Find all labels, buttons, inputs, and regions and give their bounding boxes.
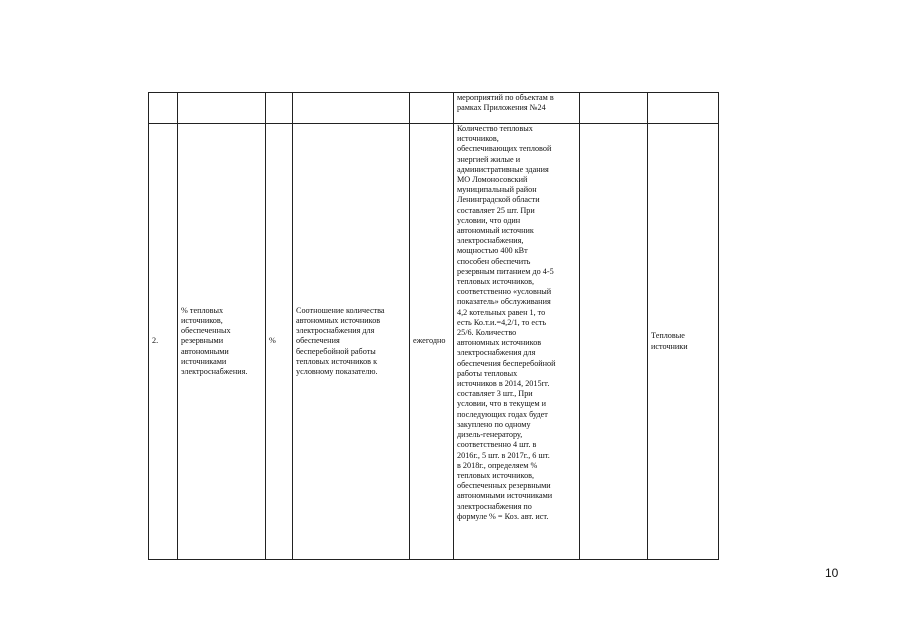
cell-empty bbox=[580, 93, 648, 124]
indicators-table bbox=[148, 92, 719, 560]
cell-unit bbox=[266, 93, 293, 124]
cell-indicator: % тепловых источников, обеспеченных резервными автономными источниками электроснабжения. bbox=[178, 124, 266, 560]
cell-empty bbox=[580, 124, 648, 560]
cell-description: Количество тепловых источников, обеспечивающих тепловой энергией жилые и административные здания МО Ломоносовский муниципальный район Ленинградской области составляет 25 шт. При условии, что один автономный источник электроснабжения, мощностью 400 кВт способен обеспечить резервным питанием до 4-5 тепловых источников, соответственно «условный показатель» обслуживания 4,2 котельных равен 1, то есть Ко.т.и.=4,2/1, то есть 25/6. Количество автономных источников электроснабжения для обеспечения бесперебойной работы тепловых источников в 2014, 2015гг. составляет 3 шт., При условии, что в текущем и последующих годах будет закуплено по одному дизель-генератору, соответственно 4 шт. в 2016г., 5 шт. в 2017г., 6 шт. в 2018г., определяем % тепловых источников, обеспеченных резервными автономными источниками электроснабжения по формуле % = Коз. авт. ист. bbox=[454, 124, 580, 560]
cell-frequency: ежегодно bbox=[410, 124, 454, 560]
cell-unit: % bbox=[266, 124, 293, 560]
page-number: 10 bbox=[825, 566, 839, 580]
cell-number: 2. bbox=[149, 124, 178, 560]
table-row bbox=[149, 93, 719, 124]
table-row bbox=[149, 124, 719, 560]
cell-description: мероприятий по объектам в рамках Приложения №24 bbox=[454, 93, 580, 124]
cell-frequency bbox=[410, 93, 454, 124]
cell-method bbox=[293, 93, 410, 124]
cell-number bbox=[149, 93, 178, 124]
cell-source: Тепловые источники bbox=[648, 124, 719, 560]
cell-indicator bbox=[178, 93, 266, 124]
cell-source bbox=[648, 93, 719, 124]
cell-method: Соотношение количества автономных источников электроснабжения для обеспечения бесперебойной работы тепловых источников к условному показателю. bbox=[293, 124, 410, 560]
